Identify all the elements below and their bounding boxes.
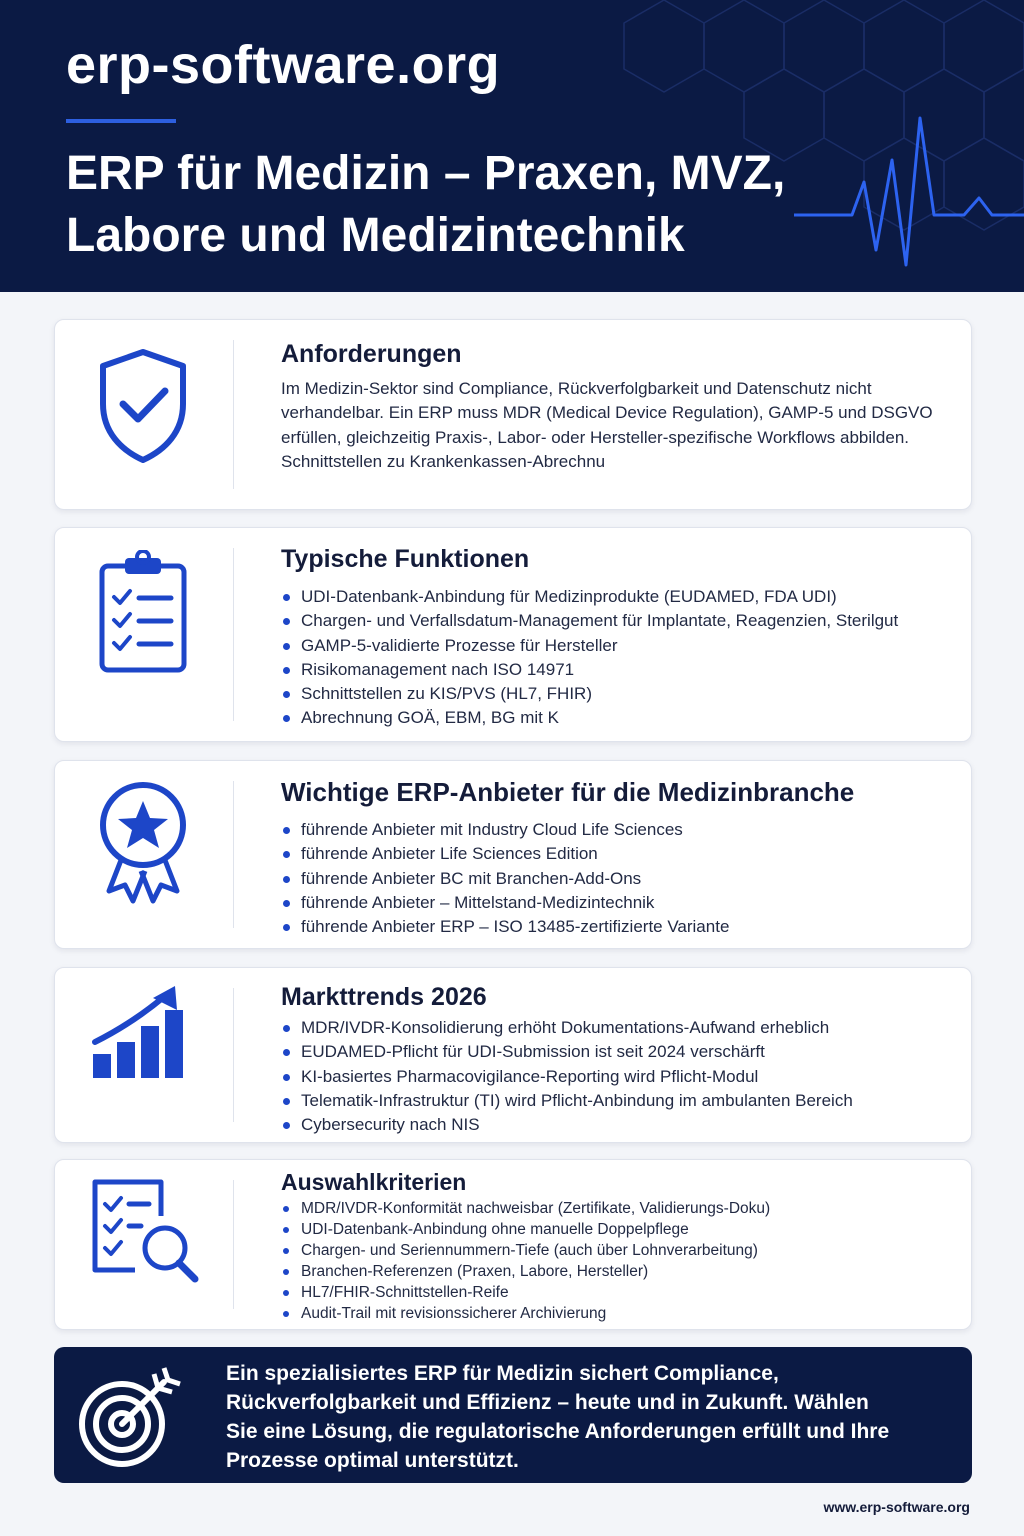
checklist-search-icon xyxy=(89,1176,201,1286)
award-badge-icon xyxy=(93,779,193,909)
section-text: Im Medizin-Sektor sind Compliance, Rückverfolgbarkeit und Datenschutz nicht verhandelbar. Ein ERP muss MDR (Medical Device Regulation), GAMP-5 und DSGVO erfüllen, gleichzeitig Praxis-, Labor- oder Hersteller-spezifische Workflows abbilden. Schnittstellen zu Krankenkassen-Abrechnu xyxy=(281,379,933,471)
conclusion-banner xyxy=(54,1347,972,1483)
section-title: Typische Funktionen xyxy=(281,545,530,573)
list-item: führende Anbieter – Mittelstand-Medizintechnik xyxy=(281,891,947,915)
clipboard-checklist-icon xyxy=(93,550,193,674)
section-title: Auswahlkriterien xyxy=(281,1169,467,1195)
list-item: Cybersecurity nach NIS xyxy=(281,1113,947,1137)
card-divider xyxy=(233,340,234,489)
list-item: Abrechnung GOÄ, EBM, BG mit K xyxy=(281,706,947,730)
header-underline xyxy=(66,119,176,123)
list-item: Telematik-Infrastruktur (TI) wird Pflicht-Anbindung im ambulanten Bereich xyxy=(281,1089,947,1113)
criteria-list xyxy=(281,1198,947,1324)
list-item: MDR/IVDR-Konsolidierung erhöht Dokumentations-Aufwand erheblich xyxy=(281,1016,947,1040)
list-item: GAMP-5-validierte Prozesse für Hersteller xyxy=(281,634,947,658)
list-item: HL7/FHIR-Schnittstellen-Reife xyxy=(281,1282,947,1303)
list-item: führende Anbieter BC mit Branchen-Add-Ons xyxy=(281,867,947,891)
growth-chart-icon xyxy=(89,982,193,1082)
section-title: Markttrends 2026 xyxy=(281,983,487,1011)
list-item: MDR/IVDR-Konformität nachweisbar (Zertifikate, Validierungs-Doku) xyxy=(281,1198,947,1219)
list-item: Schnittstellen zu KIS/PVS (HL7, FHIR) xyxy=(281,682,947,706)
list-item: Chargen- und Verfallsdatum-Management für Implantate, Reagenzien, Sterilgut xyxy=(281,609,947,633)
card-divider xyxy=(233,781,234,928)
site-name: erp-software.org xyxy=(66,35,501,95)
card-divider xyxy=(233,1180,234,1309)
section-card-typische-funktionen xyxy=(54,527,972,742)
provider-list xyxy=(281,818,947,939)
target-arrow-icon xyxy=(76,1362,186,1468)
list-item: Audit-Trail mit revisionssicherer Archivierung xyxy=(281,1303,947,1324)
section-card-anbieter xyxy=(54,760,972,949)
card-divider xyxy=(233,548,234,721)
page-title: ERP für Medizin – Praxen, MVZ, Labore und Medizintechnik xyxy=(66,147,786,262)
list-item: UDI-Datenbank-Anbindung ohne manuelle Doppelpflege xyxy=(281,1219,947,1240)
shield-check-icon xyxy=(93,346,193,466)
trend-list xyxy=(281,1016,947,1137)
feature-list xyxy=(281,585,947,731)
list-item: führende Anbieter ERP – ISO 13485-zertifizierte Variante xyxy=(281,915,947,939)
list-item: Branchen-Referenzen (Praxen, Labore, Hersteller) xyxy=(281,1261,947,1282)
list-item: führende Anbieter Life Sciences Edition xyxy=(281,842,947,866)
section-title: Anforderungen xyxy=(281,340,462,368)
list-item: EUDAMED-Pflicht für UDI-Submission ist seit 2024 verschärft xyxy=(281,1040,947,1064)
list-item: Risikomanagement nach ISO 14971 xyxy=(281,658,947,682)
footer-url[interactable]: www.erp-software.org xyxy=(823,1499,970,1515)
header-banner xyxy=(0,0,1024,292)
section-card-markttrends xyxy=(54,967,972,1143)
list-item: Chargen- und Seriennummern-Tiefe (auch über Lohnverarbeitung) xyxy=(281,1240,947,1261)
card-divider xyxy=(233,988,234,1122)
section-card-auswahlkriterien xyxy=(54,1159,972,1330)
section-title: Wichtige ERP-Anbieter für die Medizinbranche xyxy=(281,777,855,807)
section-card-anforderungen xyxy=(54,319,972,510)
list-item: UDI-Datenbank-Anbindung für Medizinprodukte (EUDAMED, FDA UDI) xyxy=(281,585,947,609)
conclusion-text: Ein spezialisiertes ERP für Medizin sichert Compliance, Rückverfolgbarkeit und Effizienz – heute und in Zukunft. Wählen Sie eine Lösung, die regulatorische Anforderungen erfüllt und Ihre Prozesse optimal unterstützt. xyxy=(226,1362,890,1472)
list-item: führende Anbieter mit Industry Cloud Life Sciences xyxy=(281,818,947,842)
list-item: KI-basiertes Pharmacovigilance-Reporting wird Pflicht-Modul xyxy=(281,1065,947,1089)
